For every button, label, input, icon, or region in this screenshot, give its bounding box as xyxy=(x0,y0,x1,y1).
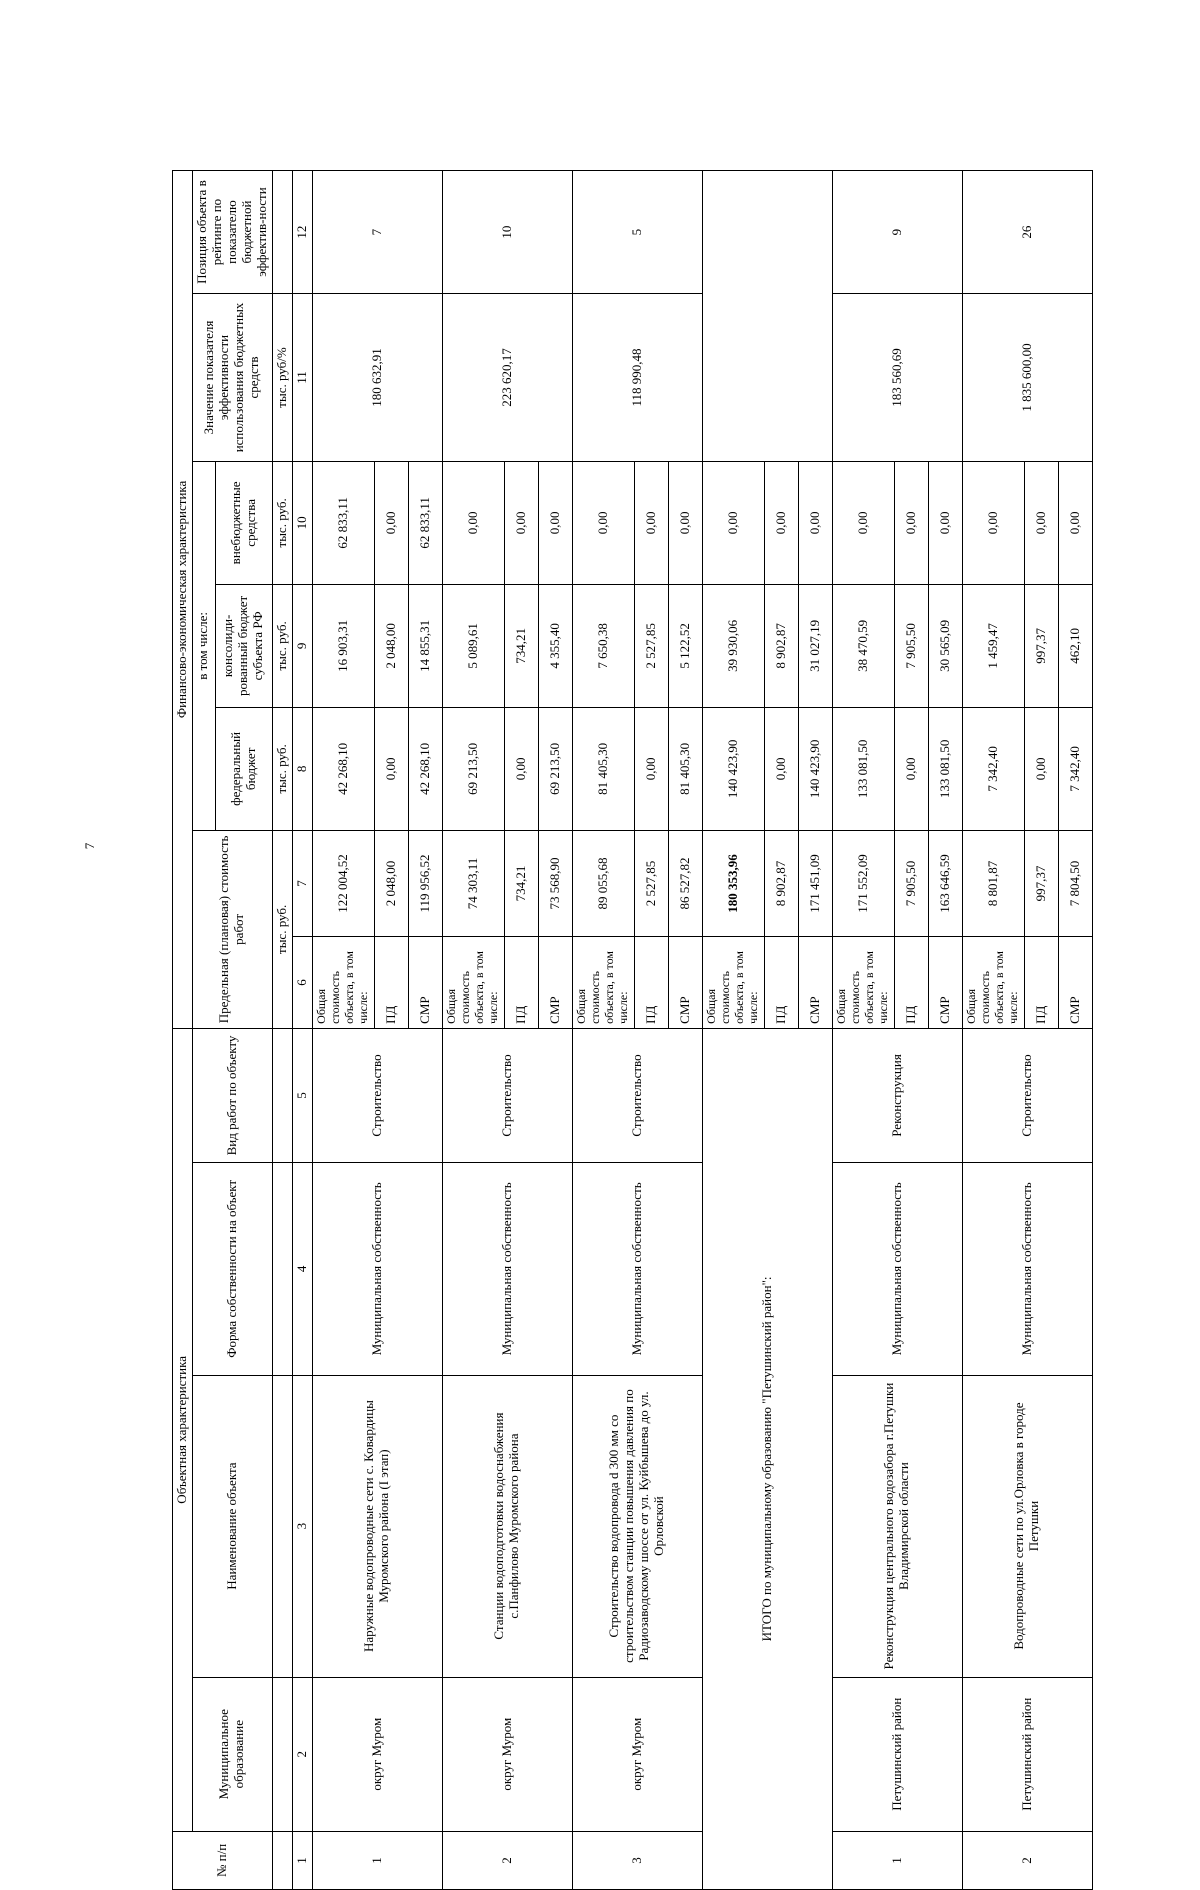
cost-pd-value: 0,00 xyxy=(634,707,668,830)
cost-smr-value: 42 268,10 xyxy=(408,707,442,830)
cost-pd-value: 0,00 xyxy=(634,461,668,584)
objects-table xyxy=(172,170,1093,1890)
cost-label-smr: СМР xyxy=(538,937,572,1029)
col-number: 8 xyxy=(292,707,312,830)
cost-label-total: Общая стоимость объекта, в том числе: xyxy=(832,937,894,1029)
cost-label-total: Общая стоимость объекта, в том числе: xyxy=(312,937,374,1029)
cost-total-value: 8 801,87 xyxy=(962,830,1024,936)
col-header-cons: консолиди-рованный бюджет субъекта РФ xyxy=(215,584,272,707)
cost-pd-value: 0,00 xyxy=(1024,707,1058,830)
cost-label-smr: СМР xyxy=(798,937,832,1029)
cost-smr-value: 0,00 xyxy=(668,461,702,584)
col-header-name: Наименование объекта xyxy=(192,1375,272,1677)
itogo-label: ИТОГО по муниципальному образованию "Петушинский район": xyxy=(702,1028,832,1889)
cost-pd-value: 2 048,00 xyxy=(374,584,408,707)
itogo-smr-value: 140 423,90 xyxy=(798,707,832,830)
cost-smr-value: 4 355,40 xyxy=(538,584,572,707)
cost-smr-value: 73 568,90 xyxy=(538,830,572,936)
rank-value: 7 xyxy=(312,171,442,294)
rank-value: 5 xyxy=(572,171,702,294)
cost-total-value: 0,00 xyxy=(962,461,1024,584)
col-number: 5 xyxy=(292,1028,312,1162)
municipality: округ Муром xyxy=(442,1677,572,1831)
municipality: округ Муром xyxy=(572,1677,702,1831)
col-number: 12 xyxy=(292,171,312,294)
cost-label-smr: СМР xyxy=(1058,937,1092,1029)
cost-pd-value: 997,37 xyxy=(1024,584,1058,707)
cost-label-pd: ПД xyxy=(504,937,538,1029)
cost-smr-value: 119 956,52 xyxy=(408,830,442,936)
cost-smr-value: 81 405,30 xyxy=(668,707,702,830)
cost-pd-value: 2 527,85 xyxy=(634,584,668,707)
work-kind: Строительство xyxy=(962,1028,1092,1162)
col-number: 9 xyxy=(292,584,312,707)
ownership-form: Муниципальная собственность xyxy=(832,1163,962,1375)
ownership-form: Муниципальная собственность xyxy=(962,1163,1092,1375)
cost-label-total: Общая стоимость объекта, в том числе: xyxy=(962,937,1024,1029)
cost-label-smr: СМР xyxy=(928,937,962,1029)
work-kind: Строительство xyxy=(442,1028,572,1162)
work-kind: Реконструкция xyxy=(832,1028,962,1162)
itogo-total-value: 39 930,06 xyxy=(702,584,764,707)
itogo-pd-value: 0,00 xyxy=(764,707,798,830)
cost-smr-value: 7 804,50 xyxy=(1058,830,1092,936)
cost-pd-value: 0,00 xyxy=(504,461,538,584)
cost-total-value: 62 833,11 xyxy=(312,461,374,584)
table-row xyxy=(962,171,1024,1890)
efficiency-value: 1 835 600,00 xyxy=(962,294,1092,462)
col-number: 7 xyxy=(292,830,312,936)
col-number: 4 xyxy=(292,1163,312,1375)
col-header-form: Форма собственности на объект xyxy=(192,1163,272,1375)
col-number: 6 xyxy=(292,937,312,1029)
col-number: 2 xyxy=(292,1677,312,1831)
cost-smr-value: 14 855,31 xyxy=(408,584,442,707)
col-header-mo: Муниципальное образование xyxy=(192,1677,272,1831)
cost-pd-value: 0,00 xyxy=(374,461,408,584)
cost-smr-value: 69 213,50 xyxy=(538,707,572,830)
cost-total-value: 5 089,61 xyxy=(442,584,504,707)
cost-label-total: Общая стоимость объекта, в том числе: xyxy=(572,937,634,1029)
cost-smr-value: 86 527,82 xyxy=(668,830,702,936)
col-header-fed: федеральный бюджет xyxy=(215,707,272,830)
cost-total-value: 16 903,31 xyxy=(312,584,374,707)
itogo-pd-value: 8 902,87 xyxy=(764,830,798,936)
cost-label-pd: ПД xyxy=(634,937,668,1029)
itogo-smr-value: 0,00 xyxy=(798,461,832,584)
cost-total-value: 0,00 xyxy=(572,461,634,584)
itogo-row xyxy=(702,171,764,1890)
cost-pd-value: 7 905,50 xyxy=(894,830,928,936)
municipality: Петушинский район xyxy=(962,1677,1092,1831)
table-row xyxy=(312,171,374,1890)
col-number: 11 xyxy=(292,294,312,462)
cost-total-value: 42 268,10 xyxy=(312,707,374,830)
unit-eff: тыс. руб/% xyxy=(272,294,292,462)
cost-smr-value: 62 833,11 xyxy=(408,461,442,584)
cost-label-pd: ПД xyxy=(1024,937,1058,1029)
unit-cost: тыс. руб. xyxy=(272,830,292,1028)
municipality: Петушинский район xyxy=(832,1677,962,1831)
col-number: 1 xyxy=(292,1831,312,1889)
itogo-pd-value: 0,00 xyxy=(764,461,798,584)
rank-value: 9 xyxy=(832,171,962,294)
col-number: 10 xyxy=(292,461,312,584)
unit-cons: тыс. руб. xyxy=(272,584,292,707)
empty-cell xyxy=(702,171,832,462)
efficiency-value: 180 632,91 xyxy=(312,294,442,462)
cost-label-pd: ПД xyxy=(374,937,408,1029)
cost-total-value: 69 213,50 xyxy=(442,707,504,830)
row-number: 1 xyxy=(832,1831,962,1889)
cost-total-value: 0,00 xyxy=(442,461,504,584)
table-row xyxy=(442,171,504,1890)
unit-fed: тыс. руб. xyxy=(272,707,292,830)
col-header-kind: Вид работ по объекту xyxy=(192,1028,272,1162)
table-body xyxy=(312,171,1092,1890)
cost-smr-value: 0,00 xyxy=(538,461,572,584)
cost-label-smr: СМР xyxy=(668,937,702,1029)
efficiency-value: 223 620,17 xyxy=(442,294,572,462)
cost-smr-value: 7 342,40 xyxy=(1058,707,1092,830)
cost-label-pd: ПД xyxy=(894,937,928,1029)
cost-smr-value: 30 565,09 xyxy=(928,584,962,707)
efficiency-value: 118 990,48 xyxy=(572,294,702,462)
object-name: Строительство водопровода d 300 мм со строительством станции повышения давления по Радиозаводскому шоссе от ул. Куйбышева до ул. Орловской xyxy=(572,1375,702,1677)
object-name: Реконструкция центрального водозабора г.Петушки Владимирской области xyxy=(832,1375,962,1677)
col-header-eff: Значение показателя эффективности использования бюджетных средств xyxy=(192,294,272,462)
table-row xyxy=(832,171,894,1890)
ownership-form: Муниципальная собственность xyxy=(442,1163,572,1375)
row-number: 3 xyxy=(572,1831,702,1889)
cost-total-value: 122 004,52 xyxy=(312,830,374,936)
group-header-finance: Финансово-экономическая характеристика xyxy=(173,171,193,1029)
cost-pd-value: 734,21 xyxy=(504,584,538,707)
work-kind: Строительство xyxy=(572,1028,702,1162)
cost-smr-value: 5 122,52 xyxy=(668,584,702,707)
cost-smr-value: 0,00 xyxy=(928,461,962,584)
col-header-rank: Позиция объекта в рейтинге по показателю бюджетной эффектив-ности xyxy=(192,171,272,294)
cost-pd-value: 2 527,85 xyxy=(634,830,668,936)
itogo-pd-value: 8 902,87 xyxy=(764,584,798,707)
cost-pd-value: 734,21 xyxy=(504,830,538,936)
group-header-object: Объектная характеристика xyxy=(173,1028,193,1831)
cost-total-value: 7 650,38 xyxy=(572,584,634,707)
cost-total-value: 1 459,47 xyxy=(962,584,1024,707)
itogo-total-value: 180 353,96 xyxy=(702,830,764,936)
work-kind: Строительство xyxy=(312,1028,442,1162)
ownership-form: Муниципальная собственность xyxy=(572,1163,702,1375)
cost-total-value: 133 081,50 xyxy=(832,707,894,830)
cost-total-value: 89 055,68 xyxy=(572,830,634,936)
row-number: 2 xyxy=(442,1831,572,1889)
cost-total-value: 74 303,11 xyxy=(442,830,504,936)
cost-label-total: Общая стоимость объекта, в том числе: xyxy=(702,937,764,1029)
object-name: Водопроводные сети по ул.Орловка в городе Петушки xyxy=(962,1375,1092,1677)
col-header-extra: внебюджетные средства xyxy=(215,461,272,584)
cost-smr-value: 163 646,59 xyxy=(928,830,962,936)
row-number: 1 xyxy=(312,1831,442,1889)
col-header-cost: Предельная (плановая) стоимость работ xyxy=(192,830,272,1028)
cost-label-smr: СМР xyxy=(408,937,442,1029)
itogo-smr-value: 171 451,09 xyxy=(798,830,832,936)
row-number: 2 xyxy=(962,1831,1092,1889)
object-name: Наружные водопроводные сети с. Ковардицы Муромского района (I этап) xyxy=(312,1375,442,1677)
cost-total-value: 38 470,59 xyxy=(832,584,894,707)
col-number: 3 xyxy=(292,1375,312,1677)
col-header-num: № п/п xyxy=(173,1831,273,1889)
cost-pd-value: 0,00 xyxy=(504,707,538,830)
itogo-total-value: 140 423,90 xyxy=(702,707,764,830)
cost-smr-value: 462,10 xyxy=(1058,584,1092,707)
cost-label-pd: ПД xyxy=(764,937,798,1029)
cost-pd-value: 0,00 xyxy=(374,707,408,830)
rotated-table-sheet xyxy=(172,170,1152,1890)
cost-total-value: 81 405,30 xyxy=(572,707,634,830)
object-name: Станции водоподготовки водоснабжения с.Панфилово Муромского района xyxy=(442,1375,572,1677)
cost-pd-value: 0,00 xyxy=(894,707,928,830)
rank-value: 10 xyxy=(442,171,572,294)
ownership-form: Муниципальная собственность xyxy=(312,1163,442,1375)
cost-total-value: 171 552,09 xyxy=(832,830,894,936)
table-row xyxy=(572,171,634,1890)
cost-pd-value: 7 905,50 xyxy=(894,584,928,707)
municipality: округ Муром xyxy=(312,1677,442,1831)
unit-extra: тыс. руб. xyxy=(272,461,292,584)
itogo-total-value: 0,00 xyxy=(702,461,764,584)
cost-pd-value: 0,00 xyxy=(1024,461,1058,584)
cost-total-value: 0,00 xyxy=(832,461,894,584)
cost-label-total: Общая стоимость объекта, в том числе: xyxy=(442,937,504,1029)
in-that-number: в том числе: xyxy=(192,461,215,830)
itogo-smr-value: 31 027,19 xyxy=(798,584,832,707)
cost-total-value: 7 342,40 xyxy=(962,707,1024,830)
cost-smr-value: 133 081,50 xyxy=(928,707,962,830)
cost-pd-value: 2 048,00 xyxy=(374,830,408,936)
efficiency-value: 183 560,69 xyxy=(832,294,962,462)
page-number: 7 xyxy=(82,842,97,850)
cost-smr-value: 0,00 xyxy=(1058,461,1092,584)
cost-pd-value: 0,00 xyxy=(894,461,928,584)
rank-value: 26 xyxy=(962,171,1092,294)
cost-pd-value: 997,37 xyxy=(1024,830,1058,936)
